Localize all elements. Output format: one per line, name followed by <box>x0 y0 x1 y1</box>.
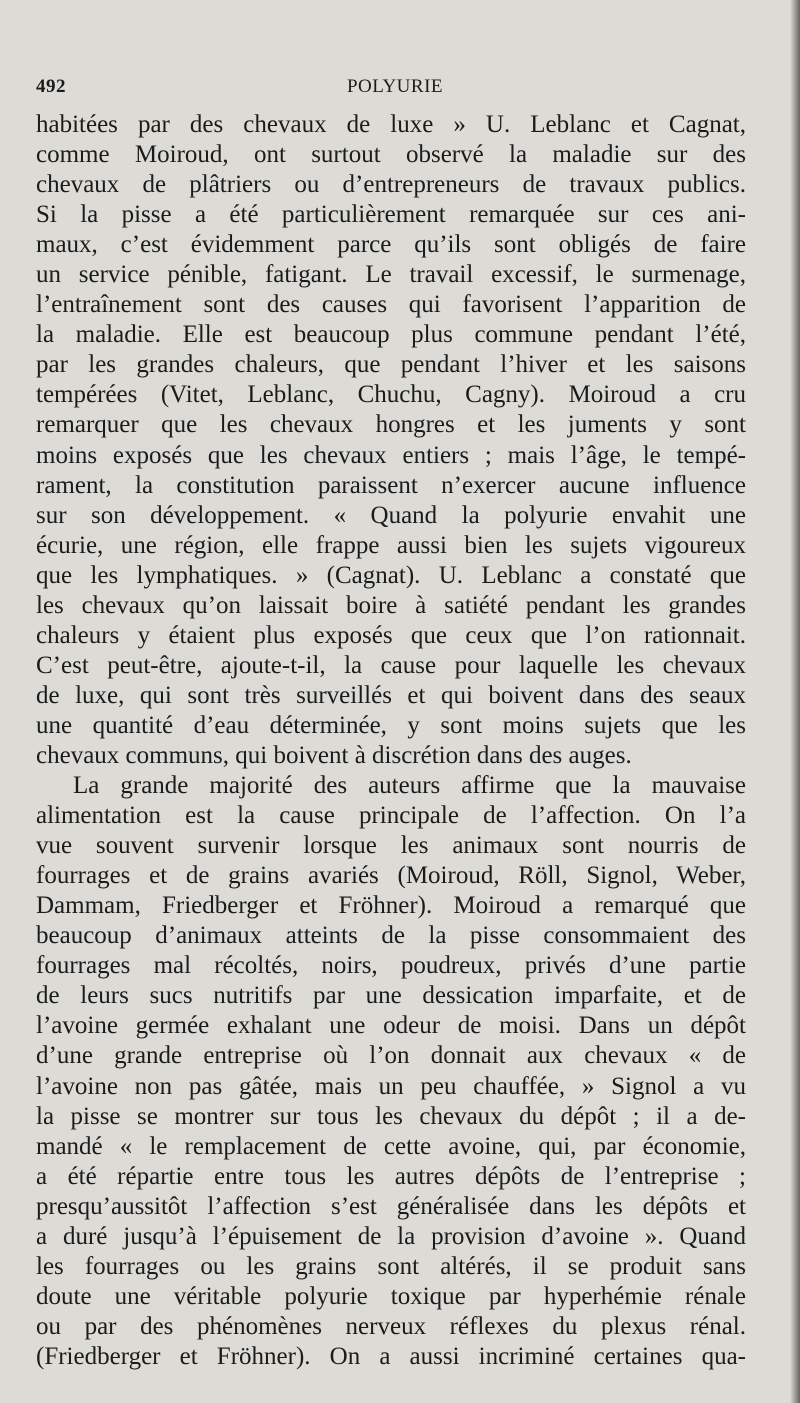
text-line: de leurs sucs nutritifs par une dessication imparfaite, et de <box>36 982 746 1010</box>
text-line: presqu’aussitôt l’affection s’est généralisée dans les dépôts et <box>36 1192 746 1220</box>
text-line: C’est peut-être, ajoute-t-il, la cause pour laquelle les chevaux <box>36 651 746 679</box>
text-line: que les lymphatiques. » (Cagnat). U. Leblanc a constaté que <box>36 561 746 589</box>
text-line: rament, la constitution paraissent n’exercer aucune influence <box>36 471 746 499</box>
text-line: l’avoine germée exhalant une odeur de moisi. Dans un dépôt <box>36 1012 746 1040</box>
paragraph-last-line: chevaux communs, qui boivent à discrétion dans des auges. <box>36 741 632 769</box>
text-line: a été répartie entre tous les autres dépôts de l’entreprise ; <box>36 1162 746 1190</box>
text-line: les fourrages ou les grains sont altérés, il se produit sans <box>36 1252 746 1280</box>
text-line: tempérées (Vitet, Leblanc, Chuchu, Cagny). Moiroud a cru <box>36 381 746 409</box>
text-line: remarquer que les chevaux hongres et les juments y sont <box>36 411 746 439</box>
text-line: une quantité d’eau déterminée, y sont moins sujets que les <box>36 711 746 739</box>
text-line: beaucoup d’animaux atteints de la pisse consommaient des <box>36 922 746 950</box>
text-line: habitées par des chevaux de luxe » U. Leblanc et Cagnat, <box>36 111 746 138</box>
text-line: chevaux de plâtriers ou d’entrepreneurs de travaux publics. <box>36 171 746 199</box>
text-line: (Friedberger et Fröhner). On a aussi incriminé certaines qua- <box>36 1342 746 1370</box>
body-text <box>36 110 746 1372</box>
text-line: ou par des phénomènes nerveux réflexes du plexus rénal. <box>36 1312 746 1340</box>
text-line: l’avoine non pas gâtée, mais un peu chauffée, » Signol a vu <box>36 1072 746 1100</box>
text-line: alimentation est la cause principale de l’affection. On l’a <box>36 802 746 830</box>
text-line: l’entraînement sont des causes qui favorisent l’apparition de <box>36 291 746 319</box>
text-line: la pisse se montrer sur tous les chevaux du dépôt ; il a de- <box>36 1102 746 1130</box>
text-line: Si la pisse a été particulièrement remarquée sur ces ani- <box>36 201 746 229</box>
text-line: moins exposés que les chevaux entiers ; mais l’âge, le tempé- <box>36 441 746 469</box>
running-title: POLYURIE <box>346 76 444 97</box>
text-line: les chevaux qu’on laissait boire à satiété pendant les grandes <box>36 591 746 619</box>
text-line: la maladie. Elle est beaucoup plus commune pendant l’été, <box>36 321 746 349</box>
text-line: doute une véritable polyurie toxique par hyperhémie rénale <box>36 1282 746 1310</box>
text-line: Dammam, Friedberger et Fröhner). Moiroud a remarqué que <box>36 892 746 920</box>
text-line: de luxe, qui sont très surveillés et qui boivent dans des seaux <box>36 681 746 709</box>
text-line: a duré jusqu’à l’épuisement de la provision d’avoine ». Quand <box>36 1222 746 1250</box>
text-line: écurie, une région, elle frappe aussi bien les sujets vigoureux <box>36 531 746 559</box>
text-line: par les grandes chaleurs, que pendant l’hiver et les saisons <box>36 351 746 379</box>
running-head <box>36 76 754 100</box>
text-line: d’une grande entreprise où l’on donnait aux chevaux « de <box>36 1042 746 1070</box>
text-line: un service pénible, fatigant. Le travail excessif, le surmenage, <box>36 261 746 289</box>
text-line: mandé « le remplacement de cette avoine, qui, par économie, <box>36 1132 746 1160</box>
text-line: maux, c’est évidemment parce qu’ils sont obligés de faire <box>36 231 746 259</box>
text-line: fourrages et de grains avariés (Moiroud, Röll, Signol, Weber, <box>36 862 746 890</box>
text-line: fourrages mal récoltés, noirs, poudreux, privés d’une partie <box>36 952 746 980</box>
text-line: vue souvent survenir lorsque les animaux sont nourris de <box>36 832 746 860</box>
paragraph-first-line: La grande majorité des auteurs affirme que la mauvaise <box>73 772 746 800</box>
page-number: 492 <box>36 76 66 97</box>
text-line: sur son développement. « Quand la polyurie envahit une <box>36 501 746 529</box>
text-line: comme Moiroud, ont surtout observé la maladie sur des <box>36 141 746 169</box>
text-line: chaleurs y étaient plus exposés que ceux que l’on rationnait. <box>36 621 746 649</box>
